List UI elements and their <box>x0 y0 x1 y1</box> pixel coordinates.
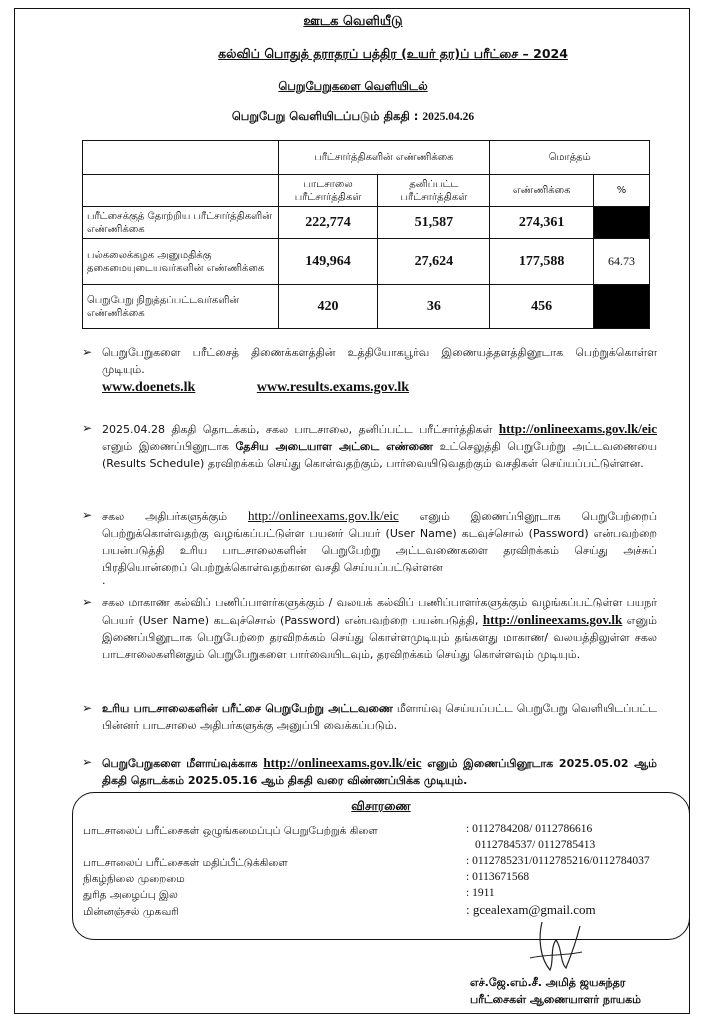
contact-label: நிகழ்நிலை முறைமை <box>83 873 185 885</box>
contact-value: : 1911 <box>466 887 495 899</box>
release-date-line <box>0 109 706 125</box>
release-date: 2025.04.26 <box>422 111 475 123</box>
contact-label: துரித அழைப்பு இல <box>83 889 178 901</box>
total-value: 456 <box>490 285 594 329</box>
bullet-6-intro: பெறுபேறுகளை மீளாய்வுக்காக <box>102 757 258 770</box>
page-title: ஊடக வெளியீடு <box>303 14 403 29</box>
percent-value: 64.73 <box>594 239 650 285</box>
bullet-2-mid: எனும் இணைப்பினூடாக <box>102 440 229 453</box>
link-onlineexams[interactable]: http://onlineexams.gov.lk <box>482 612 623 627</box>
signatory-name: எச்.ஜே.எம்.சீ. அமித் ஜயசுந்தர <box>470 976 626 989</box>
arrow-bullet-icon: ➢ <box>82 508 93 522</box>
bullet-4 <box>82 594 657 663</box>
total-value: 274,361 <box>490 207 594 239</box>
contact-value: : 0112784208/ 0112786616 <box>466 823 593 835</box>
link-results[interactable]: www.results.exams.gov.lk <box>256 380 410 395</box>
link-eic-review[interactable]: http://onlineexams.gov.lk/eic <box>263 755 422 770</box>
bullet-2-rest: உட்செலுத்தி பெறுபேற்று அட்டவணையை (Results Schedule) தரவிறக்கம் செய்து கொள்வதற்கும், பார்வையிடுவதற்கும் வசதிகள் செய்யப்பட்டுள்ளன. <box>102 440 657 470</box>
contact-label: பாடசாலைப் பரீட்சைகள் மதிப்பீட்டுக்கிளை <box>83 857 288 869</box>
contact-label: பாடசாலைப் பரீட்சைகள் ஒழுங்கமைப்புப் பெறுபேற்றுக் கிளை <box>83 825 378 837</box>
percent-blank <box>594 207 650 239</box>
school-value: 222,774 <box>278 207 378 239</box>
school-value: 149,964 <box>278 239 378 285</box>
stray-dot: . <box>102 574 106 587</box>
col-percent: % <box>594 175 650 207</box>
arrow-bullet-icon: ➢ <box>82 595 93 609</box>
website-links <box>102 380 409 396</box>
arrow-bullet-icon: ➢ <box>82 701 93 715</box>
inquiry-title: விசாரணை <box>351 799 411 813</box>
percent-blank <box>594 285 650 329</box>
subtitle: பெறுபேறுகளை வெளியிடல் <box>278 79 428 93</box>
bullet-3 <box>82 507 657 576</box>
total-value: 177,588 <box>490 239 594 285</box>
private-value: 51,587 <box>378 207 490 239</box>
bullet-3-rest: எனும் இணைப்பினூடாக பெறுபேற்றைப் பெற்றுக்கொள்வதற்கு வழங்கப்பட்டுள்ள பயனர் பெயர் (User Name) கடவுச்சொல் (Password) என்பவற்றை பயன்படுத்தி உரிய பாடசாலைகளின் பெறுபேற்று அட்டவணைகளை தரவிறக்கம் செய்து அச்சுப் பிரதியொன்றைப் பெற்றுக்கொள்வதற்கான வசதி செய்யப்பட்டுள்ளன <box>102 510 658 574</box>
bullet-6 <box>82 754 657 789</box>
table-row <box>83 285 650 329</box>
bullet-2 <box>82 420 657 472</box>
table-row <box>83 207 650 239</box>
link-doenets[interactable]: www.doenets.lk <box>102 380 196 395</box>
bullet-3-intro: சகல அதிபர்களுக்கும் <box>102 510 228 523</box>
email-value[interactable]: : gcealexam@gmail.com <box>466 902 596 917</box>
link-eic[interactable]: http://onlineexams.gov.lk/eic <box>498 421 658 436</box>
bullet-5-bold: உரிய பாடசாலைகளின் பரீட்சை பெறுபேற்று அட்டவணை <box>102 702 393 715</box>
table-corner <box>83 141 279 175</box>
signatory-designation: பரீட்சைகள் ஆணையாளர் நாயகம் <box>470 993 642 1006</box>
signature-scribble <box>520 918 590 978</box>
col-school: பாடசாலை பரீட்சார்த்திகள் <box>278 175 378 207</box>
col-count: எண்ணிக்கை <box>490 175 594 207</box>
col-private: தனிப்பட்ட பரீட்சார்த்திகள் <box>378 175 490 207</box>
contact-value: : 0113671568 <box>466 871 530 883</box>
bullet-4-intro: சகல மாகாண கல்விப் பணிப்பாளர்களுக்கும் / வலயக் கல்விப் பணிப்பாளர்களுக்கும் வழங்கப்பட்டுள்ள பயநர் பெயர் (User Name) கடவுச்சொல் (Password) என்பவற்றை பயன்படுத்தி, <box>102 596 657 627</box>
contact-label: மின்னஞ்சல் முகவரி <box>83 906 179 918</box>
bullet-6-rest: எனும் இணைப்பினூடாக 2025.05.02 ஆம் திகதி தொடக்கம் 2025.05.16 ஆம் திகதி வரை விண்ணப்பிக்க முடியும். <box>102 757 657 787</box>
row-label: பரீட்சைக்குத் தோற்றிய பரீட்சார்த்திகளின் எண்ணிக்கை <box>83 207 279 239</box>
link-eic-principals[interactable]: http://onlineexams.gov.lk/eic <box>247 508 399 523</box>
arrow-bullet-icon: ➢ <box>82 421 93 435</box>
arrow-bullet-icon: ➢ <box>82 345 93 359</box>
bullet-1-text: பெறுபேறுகளை பரீட்சைத் திணைக்களத்தின் உத்தியோகபூர்வ இணையத்தளத்தினூடாக பெற்றுக்கொள்ள முடியும். <box>102 346 657 376</box>
bullet-2-bold: தேசிய அடையாள அட்டை எண்ணை <box>235 440 434 453</box>
private-value: 27,624 <box>378 239 490 285</box>
private-value: 36 <box>378 285 490 329</box>
row-label: பெறுபேறு நிறுத்தப்பட்டவர்களின் எண்ணிக்கை <box>83 285 279 329</box>
exam-title: கல்விப் பொதுத் தராதரப் பத்திர (உயர் தர)ப் பரீட்சை – 2024 <box>218 46 568 61</box>
row-label: பல்கலைக்கழக அனுமதிக்கு தகைமையுடையவர்களின் எண்ணிக்கை <box>83 239 279 285</box>
inquiry-box <box>72 792 690 940</box>
bullet-5 <box>82 700 657 734</box>
release-date-label: பெறுபேறு வெளியிடப்படும் திகதி : <box>231 109 419 123</box>
header-candidates: பரீட்சார்த்திகளின் எண்ணிக்கை <box>278 141 490 175</box>
arrow-bullet-icon: ➢ <box>82 755 93 769</box>
bullet-1 <box>82 344 657 378</box>
bullet-4-rest: எனும் இணைப்பினூடாக பெறுபேற்றை தரவிறக்கம் செய்து கொள்ளமுடியும் தங்களது மாகாண/ வலயத்திலுள்ள சகல பாடசாலைகளினதும் பெறுபேறுகளை பார்வையிடவும், தரவிறக்கம் செய்து கொள்ளவும் முடியும். <box>102 614 657 661</box>
table-row <box>83 239 650 285</box>
contact-value: : 0112785231/0112785216/0112784037 <box>466 855 650 867</box>
bullet-5-rest: மீளாய்வு செய்யப்பட்ட பெறுபேறு வெளியிடப்பட்ட பின்னர் பாடசாலை அதிபர்களுக்கு அனுப்பி வைக்கப்படும். <box>102 702 658 732</box>
bullet-2-intro: 2025.04.28 திகதி தொடக்கம், சகல பாடசாலை, தனிப்பட்ட பரீட்சார்த்திகள் <box>102 423 493 436</box>
results-table <box>82 140 650 329</box>
header-total: மொத்தம் <box>490 141 650 175</box>
table-corner-2 <box>83 175 279 207</box>
school-value: 420 <box>278 285 378 329</box>
contact-value-2: 0112784537/ 0112785413 <box>475 839 596 851</box>
